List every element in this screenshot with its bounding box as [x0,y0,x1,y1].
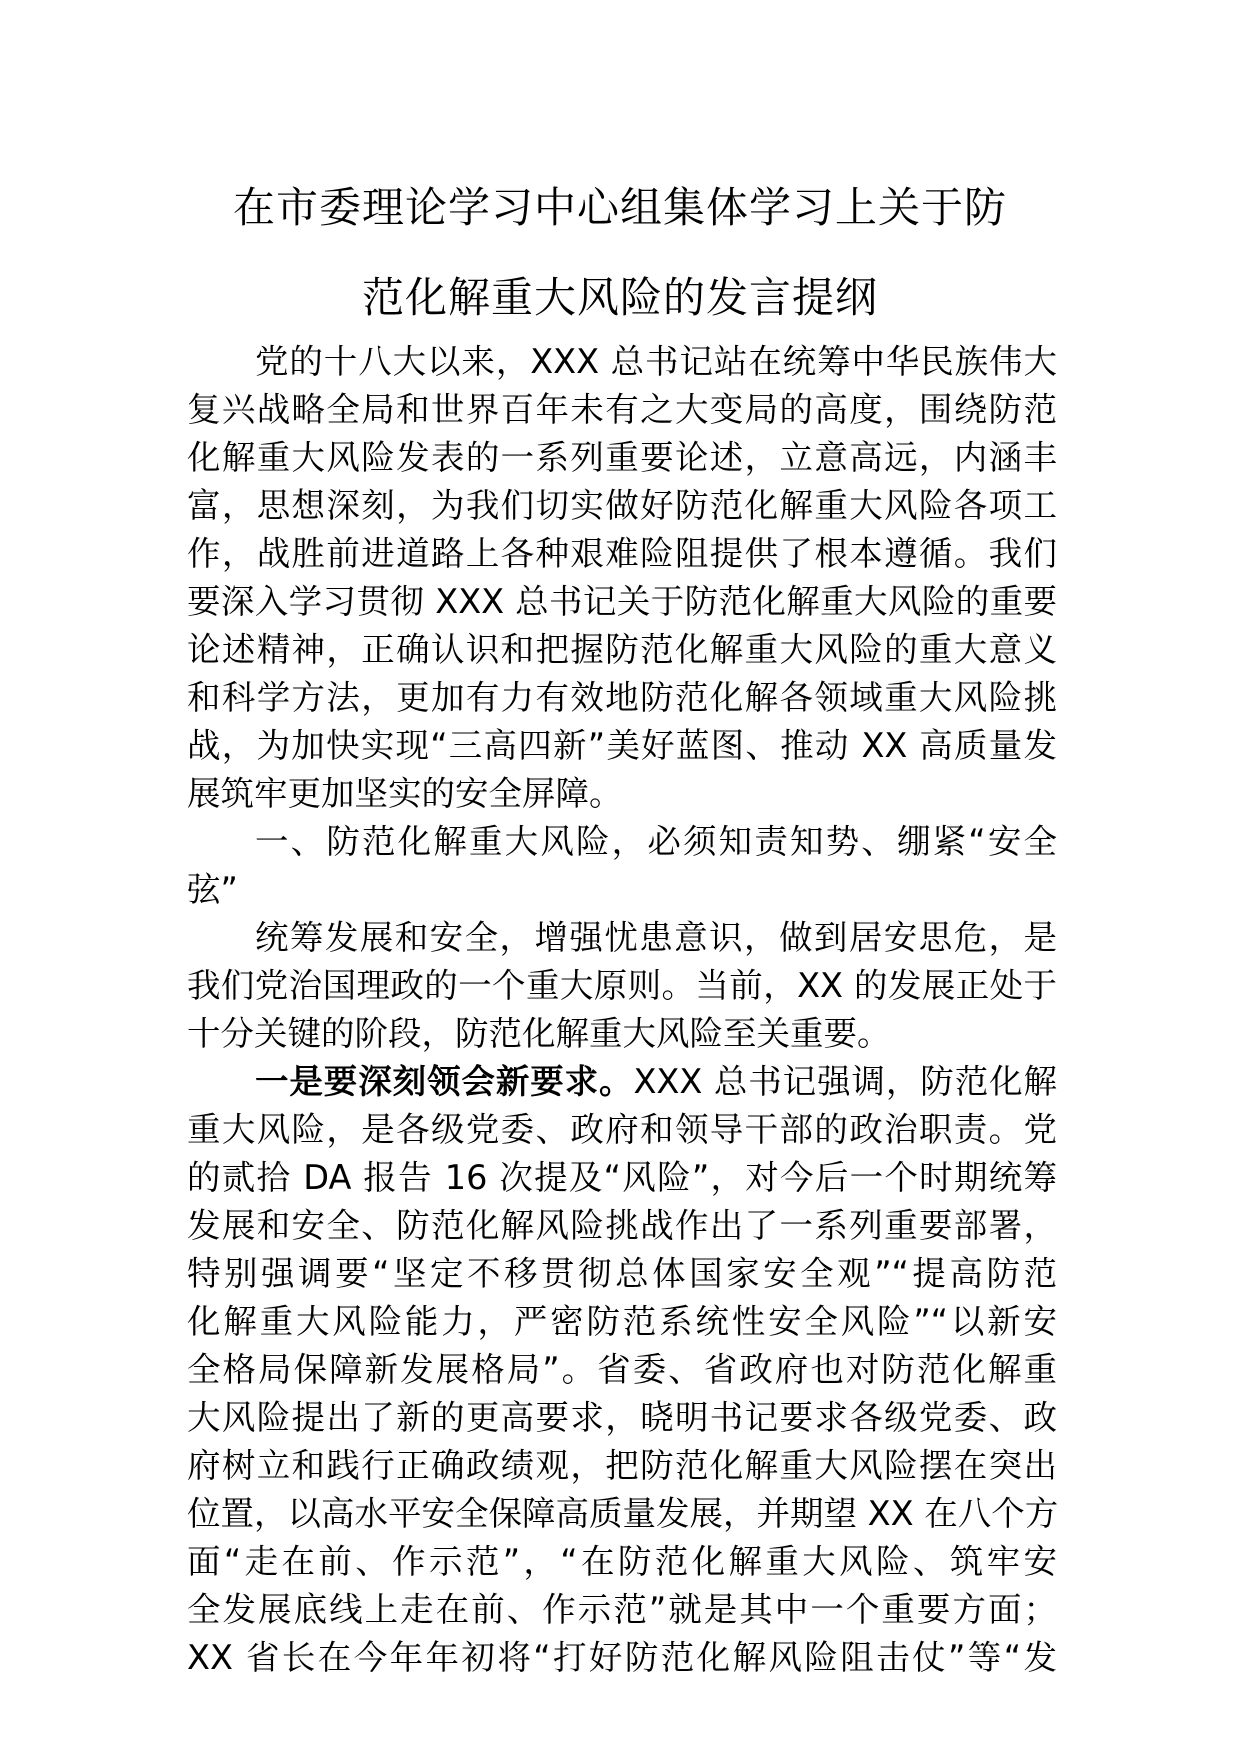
text-line: 特别强调要“坚定不移贯彻总体国家安全观”“提高防范 [187,1254,1057,1293]
text-line: 发展和安全、防范化解风险挑战作出了一系列重要部署， [187,1206,1057,1245]
text-line: 面“走在前、作示范”，“在防范化解重大风险、筑牢安 [187,1542,1057,1581]
text-line: 化解重大风险发表的一系列重要论述，立意高远，内涵丰 [187,438,1057,477]
text-line: 化解重大风险能力，严密防范系统性安全风险”“以新安 [187,1302,1057,1341]
heading-line: 一、防范化解重大风险，必须知责知势、绷紧“安全 [255,822,1057,861]
text-line: 府树立和践行正确政绩观，把防范化解重大风险摆在突出 [187,1446,1057,1485]
paragraph-intro [187,338,1057,818]
text-line: 重大风险，是各级党委、政府和领导干部的政治职责。党 [187,1110,1057,1149]
text-line: 要深入学习贯彻 XXX 总书记关于防范化解重大风险的重要 [187,582,1057,621]
paragraph-context [187,914,1057,1058]
text-line: 展筑牢更加坚实的安全屏障。 [187,774,623,813]
section-heading-1 [187,818,1057,914]
text-line-with-lead [187,1058,1057,1106]
title-line-1: 在市委理论学习中心组集体学习上关于防 [232,183,1007,232]
text-line: 全发展底线上走在前、作示范”就是其中一个重要方面； [187,1590,1057,1629]
text-line: 战，为加快实现“三高四新”美好蓝图、推动 XX 高质量发 [187,726,1057,765]
text-line: 的贰拾 DA 报告 16 次提及“风险”，对今后一个时期统筹 [187,1158,1057,1197]
paragraph-requirements [187,1058,1057,1682]
text-line: 我们党治国理政的一个重大原则。当前，XX 的发展正处于 [187,966,1057,1005]
text-line: 作，战胜前进道路上各种艰难险阻提供了根本遵循。我们 [187,534,1057,573]
text-line: 复兴战略全局和世界百年未有之大变局的高度，围绕防范 [187,390,1057,429]
text-line: 党的十八大以来，XXX 总书记站在统筹中华民族伟大 [255,342,1057,381]
text-line: XX 省长在今年年初将“打好防范化解风险阻击仗”等“发 [187,1638,1057,1677]
text-line: 十分关键的阶段，防范化解重大风险至关重要。 [187,1014,891,1053]
document-body [187,338,1057,1682]
heading-line: 弦” [187,870,238,909]
text-line: 全格局保障新发展格局”。省委、省政府也对防范化解重 [187,1350,1057,1389]
bold-lead-text: 一是要深刻领会新要求。 [255,1062,634,1101]
text-line: 论述精神，正确认识和把握防范化解重大风险的重大意义 [187,630,1057,669]
text-line: 大风险提出了新的更高要求，晓明书记要求各级党委、政 [187,1398,1057,1437]
title-line-2: 范化解重大风险的发言提纲 [361,273,878,322]
text-line: 位置，以高水平安全保障高质量发展，并期望 XX 在八个方 [187,1494,1059,1533]
document-title [160,163,1080,343]
text-line: 统筹发展和安全，增强忧患意识，做到居安思危，是 [255,918,1057,957]
text-line: 富，思想深刻，为我们切实做好防范化解重大风险各项工 [187,486,1057,525]
lead-line-rest: XXX 总书记强调，防范化解 [633,1062,1057,1101]
text-line: 和科学方法，更加有力有效地防范化解各领域重大风险挑 [187,678,1057,717]
